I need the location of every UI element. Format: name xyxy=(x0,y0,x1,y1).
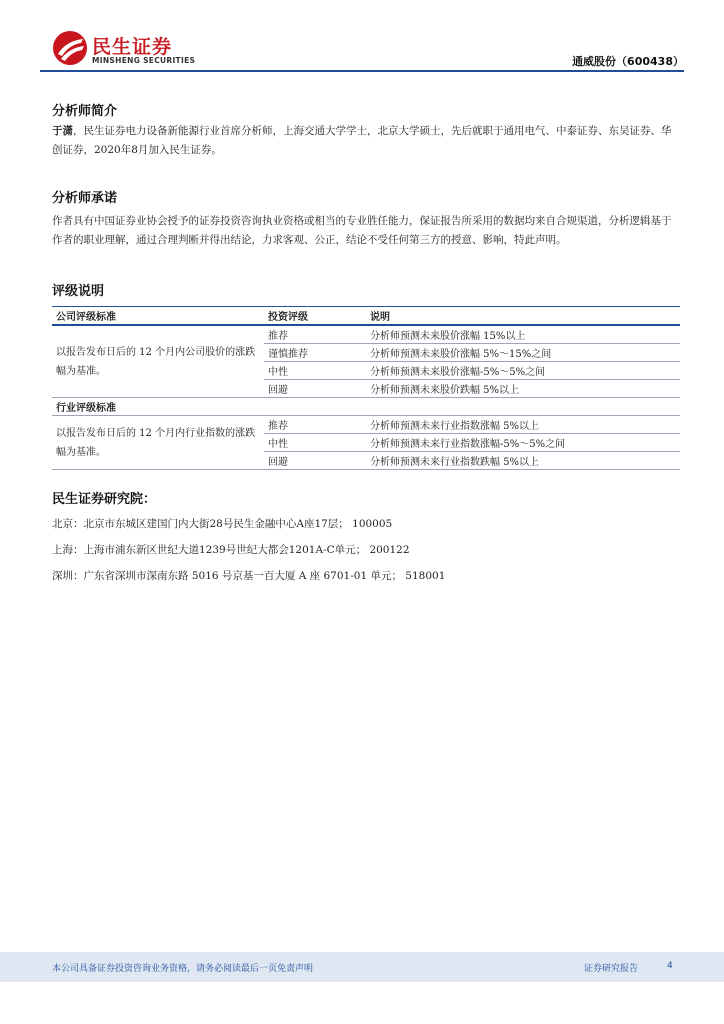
industry-note: 分析师预测未来行业指数跌幅 5%以上 xyxy=(366,452,680,470)
analyst-bio: ，民生证券电力设备新能源行业首席分析师，上海交通大学学士，北京大学硕士，先后就职于通用电气、中泰证券、东吴证券、华创证券，2020年8月加入民生证券。 xyxy=(52,125,672,156)
company-standard-desc: 以报告发布日后的 12 个月内公司股价的涨跌幅为基准。 xyxy=(52,325,264,398)
company-rating: 中性 xyxy=(264,362,366,380)
logo-chinese-name: 民生证券 xyxy=(92,36,173,58)
stock-title: 通威股份（600438） xyxy=(572,55,684,68)
minsheng-logo-icon xyxy=(52,30,88,66)
page-number: 4 xyxy=(667,961,673,971)
industry-note: 分析师预测未来行业指数涨幅 5%以上 xyxy=(366,416,680,434)
industry-rating: 回避 xyxy=(264,452,366,470)
table-row xyxy=(52,416,680,434)
note-column-header: 说明 xyxy=(366,307,680,326)
company-note: 分析师预测未来股价涨幅-5%～5%之间 xyxy=(366,362,680,380)
address-shenzhen: 深圳：广东省深圳市深南东路 5016 号京基一百大厦 A 座 6701-01 单元； 518001 xyxy=(52,570,446,582)
industry-rating: 推荐 xyxy=(264,416,366,434)
rating-table xyxy=(52,306,680,470)
company-standard-header: 公司评级标准 xyxy=(52,307,264,326)
commitment-text: 作者具有中国证券业协会授予的证券投资咨询执业资格或相当的专业胜任能力，保证报告所采用的数据均来自合规渠道，分析逻辑基于作者的职业理解，通过合理判断并得出结论，力求客观、公正，结论不受任何第三方的授意、影响，特此声明。 xyxy=(52,215,672,246)
page-footer xyxy=(0,952,724,982)
industry-note: 分析师预测未来行业指数涨幅-5%～5%之间 xyxy=(366,434,680,452)
company-rating: 谨慎推荐 xyxy=(264,344,366,362)
rating-table-header xyxy=(52,307,680,326)
company-logo xyxy=(52,30,252,70)
report-type: 证券研究报告 xyxy=(584,964,639,974)
company-rating: 推荐 xyxy=(264,325,366,344)
company-note: 分析师预测未来股价涨幅 5%～15%之间 xyxy=(366,344,680,362)
company-note: 分析师预测未来股价涨幅 15%以上 xyxy=(366,325,680,344)
logo-english-name: MINSHENG SECURITIES xyxy=(92,56,196,65)
industry-standard-desc: 以报告发布日后的 12 个月内行业指数的涨跌幅为基准。 xyxy=(52,416,264,470)
industry-rating: 中性 xyxy=(264,434,366,452)
analyst-intro-title: 分析师简介 xyxy=(52,104,118,119)
institute-title: 民生证券研究院： xyxy=(52,492,157,507)
company-note: 分析师预测未来股价跌幅 5%以上 xyxy=(366,380,680,398)
analyst-intro-text xyxy=(52,122,676,160)
address-beijing: 北京：北京市东城区建国门内大街28号民生金融中心A座17层； 100005 xyxy=(52,518,393,530)
table-row xyxy=(52,325,680,344)
analyst-name: 于潇 xyxy=(52,125,73,137)
header-divider xyxy=(40,70,684,72)
rating-column-header: 投资评级 xyxy=(264,307,366,326)
rating-title: 评级说明 xyxy=(52,284,105,299)
industry-standard-header: 行业评级标准 xyxy=(52,398,264,416)
address-shanghai: 上海：上海市浦东新区世纪大道1239号世纪大都会1201A-C单元； 200122 xyxy=(52,544,410,556)
disclaimer-note: 本公司具备证券投资咨询业务资格，请务必阅读最后一页免责声明 xyxy=(52,964,314,974)
industry-header-row xyxy=(52,398,680,416)
commitment-title: 分析师承诺 xyxy=(52,191,118,206)
company-rating: 回避 xyxy=(264,380,366,398)
page-header xyxy=(0,0,724,80)
